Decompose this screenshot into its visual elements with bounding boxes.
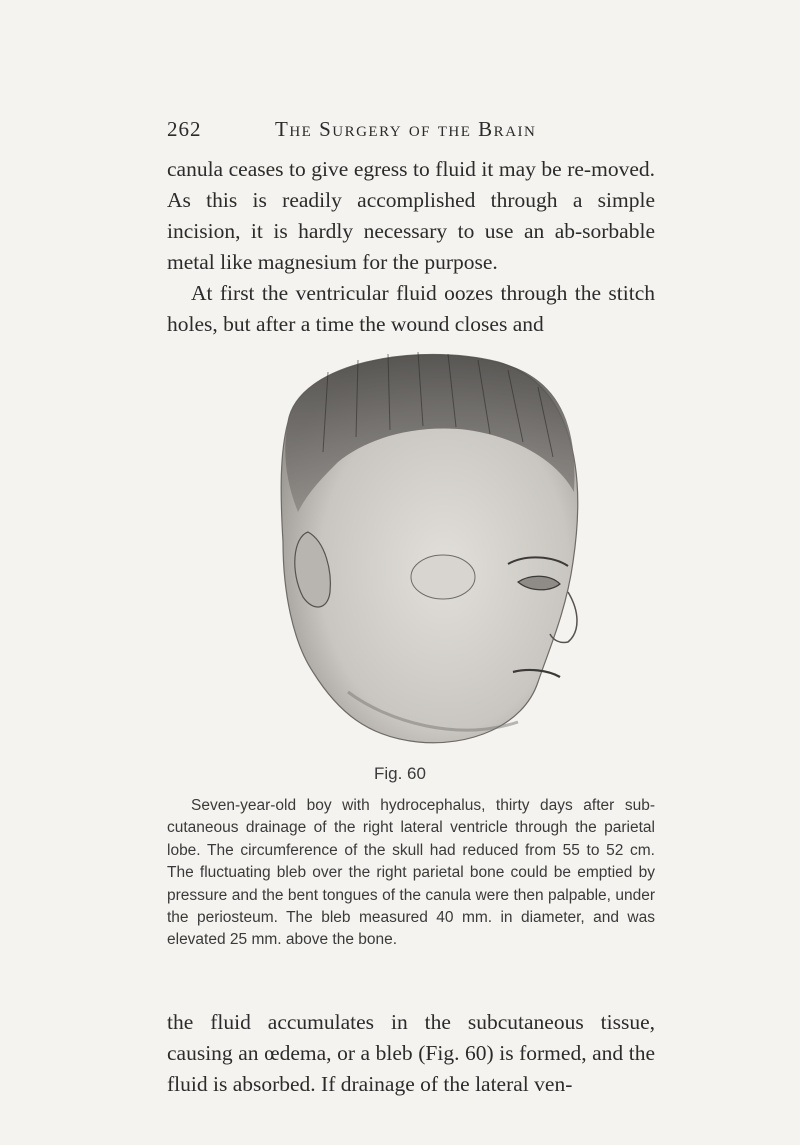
paragraph-1: canula ceases to give egress to fluid it may be re-moved. As this is readily accomplished through a simple incision, it is hardly necessary to use an ab-sorbable metal like magnesium for the purpose. bbox=[167, 157, 655, 274]
figure-label: Fig. 60 bbox=[374, 764, 426, 783]
page-header bbox=[167, 117, 637, 145]
body-text-top bbox=[167, 154, 655, 340]
running-head: The Surgery of the Brain bbox=[275, 117, 537, 141]
paragraph-2: At first the ventricular fluid oozes through the stitch holes, but after a time the wound closes and bbox=[167, 281, 655, 336]
bleb bbox=[411, 555, 475, 599]
figure-photograph bbox=[268, 342, 614, 752]
paragraph-3: the fluid accumulates in the subcutaneous tissue, causing an œdema, or a bleb (Fig. 60) is formed, and the fluid is absorbed. If drainage of the lateral ven- bbox=[167, 1010, 655, 1096]
head-illustration bbox=[268, 342, 614, 752]
figure-caption: Seven-year-old boy with hydrocephalus, thirty days after sub-cutaneous drainage of the right lateral ventricle through the parietal lobe. The circumference of the skull had reduced from 55 to 52 cm. The fluctuating bleb over the right parietal bone could be emptied by pressure and the bent tongues of the canula were then palpable, under the periosteum. The bleb measured 40 mm. in diameter, and was elevated 25 mm. above the bone. bbox=[167, 797, 655, 949]
page-number: 262 bbox=[167, 117, 202, 141]
